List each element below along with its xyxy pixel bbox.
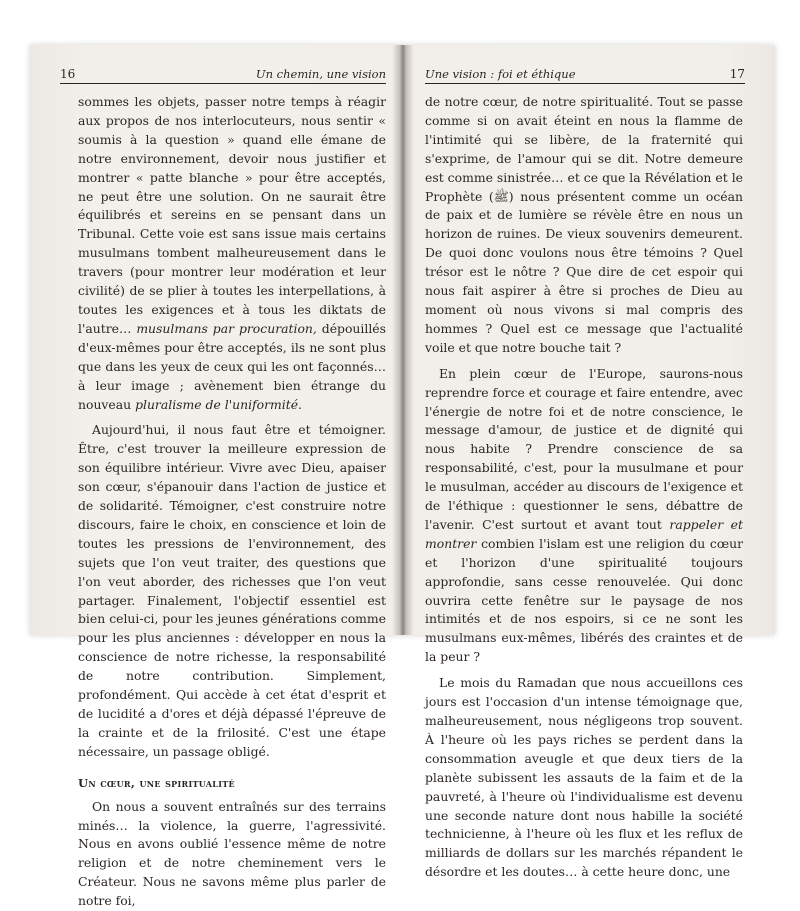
page-number: 16 — [60, 67, 76, 81]
paragraph: Le mois du Ramadan que nous accueillons ces jours est l'occasion d'un intense témoignage que, malheureusement, nous négligeons trop souvent. À l'heure où les pays riches se perdent dans la consommation aveugle et que deux tiers de la planète subissent les assauts de la faim et de la pauvreté, à l'heure où l'individualisme est devenu une seconde nature dont nous habille la société technicienne, à l'heure où les flux et les reflux de milliards de dollars sur les marchés répandent le désordre et les doutes… à cette heure donc, une — [425, 675, 743, 880]
italic-phrase: rappeler et montrer — [425, 516, 743, 551]
running-head: Un chemin, une vision — [255, 67, 386, 81]
text-run: combien l'islam est une religion du cœur et l'horizon d'une spiritualité toujours approfondie, sans cesse renouvelée. Qui donc ouvrira cette fenêtre sur le paysage de nos intimités et de nos espoirs, si ce ne sont les musulmans eux-mêmes, libérés des craintes et de la peur ? — [425, 535, 743, 665]
right-page — [405, 45, 775, 880]
paragraph: On nous a souvent entraînés sur des terrains minés… la violence, la guerre, l'agressivité. Nous en avons oublié l'essence même de notre religion et de notre cheminement vers le Créateur. Nous ne savons même plus parler de notre foi, — [78, 798, 386, 909]
text-run: dépouillés d'eux-mêmes pour être acceptés, ils ne sont plus que dans les yeux de ceux qui les ont façonnés… à leur image ; avènement bien étrange du nouveau — [78, 320, 386, 412]
paragraph — [78, 93, 386, 414]
text-run: sommes les objets, passer notre temps à réagir aux propos de nos interlocuteurs, nous sentir « soumis à la question » quand elle émane de notre environnement, devoir nous justifier et montrer « patte blanche » pour être acceptés, ne peut être une solution. On ne saurait être équilibrés et sereins en se pensant dans un Tribunal. Cette voie est sans issue mais certains musulmans tombent malheureusement dans le travers (pour montrer leur modération et leur civilité) de se plier à toutes les interpellations, à toutes les exigences et à tous les diktats de l'autre… — [78, 94, 386, 336]
running-head: Une vision : foi et éthique — [425, 67, 576, 81]
right-page-body — [425, 93, 743, 882]
left-page-body — [78, 93, 386, 911]
left-page — [30, 45, 400, 909]
text-run: . — [298, 396, 302, 412]
section-heading: Un cœur, une spiritualité — [78, 775, 235, 790]
paragraph: Aujourd'hui, il nous faut être et témoigner. Être, c'est trouver la meilleure expression de son équilibre intérieur. Vivre avec Dieu, apaiser son cœur, s'épanouir dans l'action de justice et de solidarité. Témoigner, c'est construire notre discours, faire le choix, en conscience et loin de toutes les pressions de l'environnement, des sujets que l'on veut traiter, des questions que l'on veut aborder, des richesses que l'on veut partager. Finalement, l'objectif essentiel est bien celui-ci, pour les jeunes générations comme pour les plus anciennes : développer en nous la conscience de notre richesse, la responsabilité de notre contribution. Simplement, profondément. Qui accède à cet état d'esprit et de lucidité a d'ores et déjà dépassé l'épreuve de la crainte et de la frilosité. C'est une étape nécessaire, un passage obligé. — [78, 422, 386, 759]
left-page-header — [60, 65, 386, 84]
book-gutter — [392, 45, 414, 635]
paragraph: de notre cœur, de notre spiritualité. Tout se passe comme si on avait éteint en nous la flamme de l'intimité qui se libère, de la fraternité qui s'exprime, de l'amour qui se dit. Notre demeure est comme sinistrée… et ce que la Révélation et le Prophète (ﷺ) nous présentent comme un océan de paix et de lumière se révèle être en nous un horizon de ruines. De vieux souvenirs demeurent. De quoi donc voulons nous être témoins ? Quel trésor est le nôtre ? Que dire de cet espoir qui nous fait aspirer à être si proches de Dieu au moment où nous vivons si mal compris des hommes ? Quel est ce message que l'actualité voile et que notre bouche tait ? — [425, 94, 743, 355]
page-number: 17 — [729, 67, 745, 81]
paragraph — [425, 365, 743, 668]
italic-phrase: pluralisme de l'uniformité — [135, 396, 299, 412]
book-spread — [30, 45, 775, 909]
italic-phrase: musulmans par procuration, — [136, 320, 317, 336]
text-run: En plein cœur de l'Europe, saurons-nous reprendre force et courage et faire entendre, avec l'énergie de notre foi et de notre conscience, le message d'amour, de justice et de dignité qui nous habite ? Prendre conscience de sa responsabilité, c'est, pour la musulmane et pour le musulman, accéder au discours de l'exigence et de l'éthique : questionner le sens, débattre de l'avenir. C'est surtout et avant tout — [425, 365, 743, 532]
right-page-header — [425, 65, 745, 84]
